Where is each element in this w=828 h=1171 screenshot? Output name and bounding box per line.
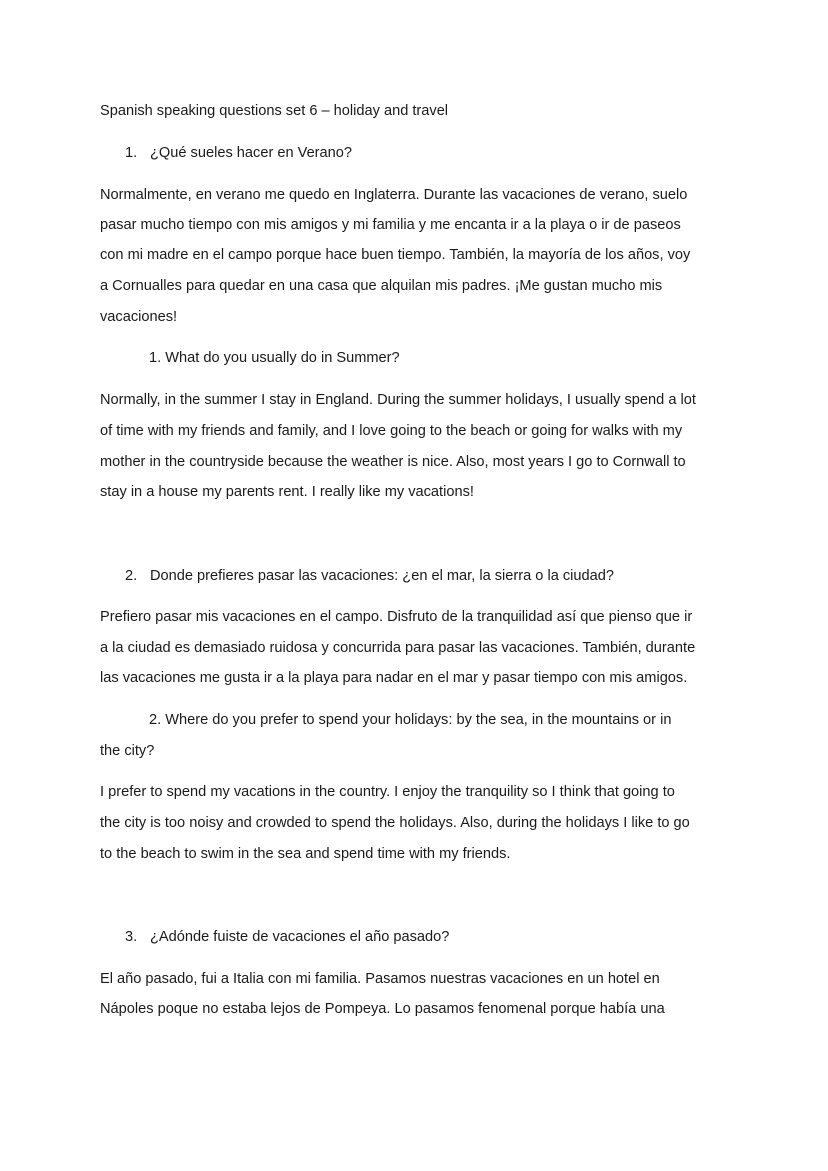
answer-1-es-line: con mi madre en el campo porque hace buen tiempo. También, la mayoría de los años, voy <box>100 247 691 263</box>
answer-1-es-line: pasar mucho tiempo con mis amigos y mi familia y me encanta ir a la playa o ir de paseos <box>100 217 681 233</box>
answer-1-es-line: Normalmente, en verano me quedo en Inglaterra. Durante las vacaciones de verano, suelo <box>100 187 688 203</box>
answer-1-en-line: Normally, in the summer I stay in England. During the summer holidays, I usually spend a lot <box>100 392 696 408</box>
answer-1-es-line: a Cornualles para quedar en una casa que alquilan mis padres. ¡Me gustan mucho mis <box>100 278 663 294</box>
question-2-en-line <box>100 711 671 729</box>
answer-1-es-line: vacaciones! <box>100 309 178 325</box>
answer-2-es-line: a la ciudad es demasiado ruidosa y concurrida para pasar las vacaciones. También, durante <box>100 640 696 656</box>
question-1-number: 1. <box>125 145 138 161</box>
question-1-text: ¿Qué sueles hacer en Verano? <box>150 145 353 161</box>
answer-3-es-line: Nápoles poque no estaba lejos de Pompeya. Lo pasamos fenomenal porque había una <box>100 1001 665 1017</box>
question-3-number: 3. <box>125 929 138 945</box>
question-3-text: ¿Adónde fuiste de vacaciones el año pasado? <box>150 929 450 945</box>
answer-2-en-line: the city is too noisy and crowded to spend the holidays. Also, during the holidays I like to go <box>100 815 690 831</box>
answer-2-es-line: las vacaciones me gusta ir a la playa para nadar en el mar y pasar tiempo con mis amigos. <box>100 670 688 686</box>
question-1-en: 1. What do you usually do in Summer? <box>149 350 400 366</box>
answer-2-en-line: I prefer to spend my vacations in the country. I enjoy the tranquility so I think that going to <box>100 784 675 800</box>
question-2-text: Donde prefieres pasar las vacaciones: ¿en el mar, la sierra o la ciudad? <box>150 568 614 584</box>
answer-2-es-line: Prefiero pasar mis vacaciones en el campo. Disfruto de la tranquilidad así que pienso que ir <box>100 609 693 625</box>
question-2-en-text: 2. Where do you prefer to spend your holidays: by the sea, in the mountains or in <box>149 712 672 728</box>
answer-2-en-line: to the beach to swim in the sea and spend time with my friends. <box>100 846 511 862</box>
answer-1-en-line: stay in a house my parents rent. I really like my vacations! <box>100 484 474 500</box>
question-2-es <box>125 567 614 585</box>
question-2-number: 2. <box>125 568 138 584</box>
question-2-en-line: the city? <box>100 743 155 759</box>
answer-3-es-line: El año pasado, fui a Italia con mi familia. Pasamos nuestras vacaciones en un hotel en <box>100 971 660 987</box>
answer-1-en-line: mother in the countryside because the weather is nice. Also, most years I go to Cornwall to <box>100 454 686 470</box>
question-1-es <box>125 144 352 162</box>
question-3-es <box>125 928 449 946</box>
answer-1-en-line: of time with my friends and family, and I love going to the beach or going for walks with my <box>100 423 683 439</box>
document-title: Spanish speaking questions set 6 – holiday and travel <box>100 103 449 119</box>
